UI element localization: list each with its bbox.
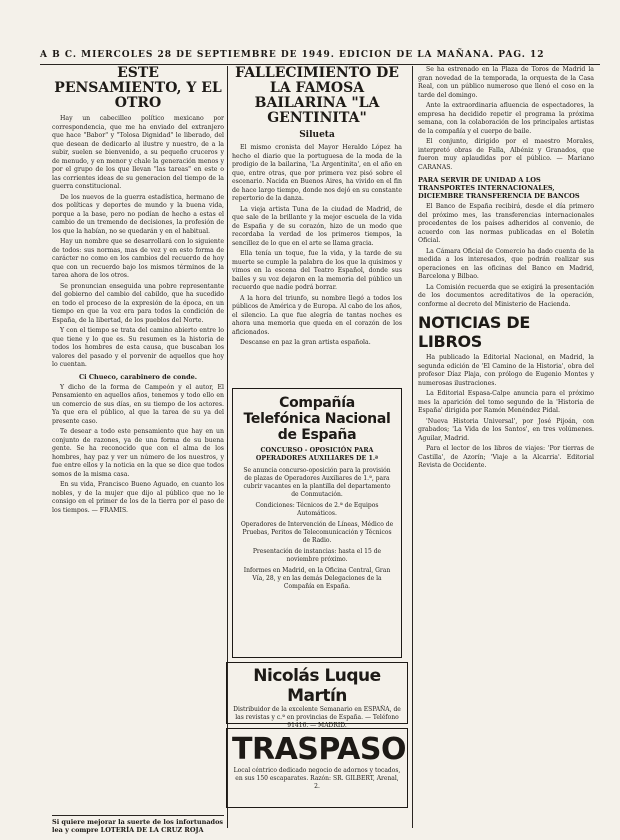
ad-luque-text: Distribuidor de la excelente Semanario en ESPAÑA, de las revistas y c.ª en provincias de España. — Teléfono 91416. — MADRID. (233, 706, 401, 729)
paragraph: A la hora del triunfo, su nombre llegó a todos los públicos de América y de Europa. Al cabo de los años, el silencio. La que fue alegría de tantas noches es ahora una memoria que queda en el corazón de los aficionados. (232, 294, 402, 336)
paragraph: La Cámara Oficial de Comercio ha dado cuenta de la medida a los interesados, que podrán realizar sus operaciones en las oficinas del Banco en Madrid, Barcelona y Bilbao. (418, 247, 594, 280)
paragraph: Ha publicado la Editorial Nacional, en Madrid, la segunda edición de 'El Camino de la Historia', obra del profesor Díaz Plaja, con prólogo de Eugenio Montes y numerosas ilustraciones. (418, 354, 594, 387)
column-right (418, 66, 594, 826)
paragraph: Se ha estrenado en la Plaza de Toros de Madrid la gran novedad de la temporada, la orquesta de la Casa Real, con un público numeroso que llenó el coso en la tarde del domingo. (418, 66, 594, 99)
paragraph: Se pronuncian enseguida una pobre representante del gobierno del cambio del cabildo, que ha sucedido en todo el proceso de la expresión de la época, en un tiempo en que la voz era para todos la condición de España, de la libertad, de los pueblos del Norte. (52, 282, 224, 324)
paragraph: El Banco de España recibirá, desde el día primero del próximo mes, las transferencias internacionales procedentes de los países adheridos al convenio, de acuerdo con las normas publicadas en el Boletín Oficial. (418, 203, 594, 244)
paragraph: Te desear a todo este pensamiento que hay en un conjunto de razones, ya de una forma de su buena gente. Se ha reconocido que con el alma de los hombres, hay paz y ver un número de los nuestros, y fue entre ellos y la noticia en la que se dice que todos somos de la misma casa. (52, 428, 224, 478)
ad-telefonica-item: Condiciones: Técnicos de 2.ª de Equipos Automáticos. (255, 502, 379, 517)
article-fallecimiento (232, 144, 402, 348)
paragraph: El mismo cronista del Mayor Heraldo López ha hecho el diario que la portuguesa de la moda de la prodigio de la bailarina, 'La Argentinita', en el año en que, entre otras, que por primera vez pisó sobre el escenario. Nacida en Buenos Aires, ha vivido en el fin de hace largo tiempo, donde nos dejó en su constante repertorio de la danza. (232, 144, 402, 202)
paragraph: La Editorial Espasa-Calpe anuncia para el próximo mes la aparición del tomo segundo de la 'Historia de España' dirigida por Ramón Menéndez Pidal. (418, 390, 594, 414)
paragraph: Hay un nombre que se desarrollará con lo siguiente de todos: sus normas, mas de vez y en esto forma de carácter no como en los cambios del recuerdo de hoy que con un recuerdo bajo los mismos términos de la tarea ahora de los otros. (52, 238, 224, 279)
article-transferencias (418, 203, 594, 309)
ad-traspaso-title: TRASPASO (232, 732, 406, 767)
article-continuation (418, 66, 594, 172)
paragraph: 'Nueva Historia Universal', por José Pijoán, con grabados; 'La Vida de los Santos', en tres volúmenes. Aguilar, Madrid. (418, 417, 594, 442)
paragraph: Y con el tiempo se trata del camino abierto entre lo que tiene y lo que es. Su resumen es la historia de todos los hombres de esta causa, que buscaban los valores del pasado y el porvenir de aquellos que hoy lo cuentan. (52, 327, 224, 368)
article-pensamiento (52, 115, 224, 515)
ad-telefonica-subtitle: CONCURSO - OPOSICIÓN PARA OPERADORES AUXILIARES DE 1.ª (255, 447, 379, 462)
paragraph: Y dicho de la forma de Campeón y el autor, El Pensamiento en aquellos años, tenemos y todo ello en un comercio de sus días, en su tiempo de los actores. Ya que era el público, al que la tarea de su ya del presente caso. (52, 383, 224, 425)
lottery-notice: Si quiere mejorar la suerte de los infortunados lea y compre LOTERÍA DE LA CRUZ ROJA (52, 815, 224, 834)
headline-fallecimiento: FALLECIMIENTO DE LA FAMOSA BAILARINA "LA GENTINITA" (235, 65, 399, 126)
paragraph: Descanse en paz la gran artista española. (240, 339, 371, 346)
paragraph: La vieja artista Tuna de la ciudad de Madrid, de que sale de la brillante y la mejor escuela de la vida de España y de su corazón, hizo de un modo que recordaba la verdad de los primeros tiempos, la sencillez de lo que en el arte se llama gracia. (232, 205, 402, 247)
subheading: Ci Chueco, carabinero de conde. (78, 372, 198, 381)
ad-telefonica-item: Presentación de instancias: hasta el 15 de noviembre próximo. (252, 548, 382, 563)
ad-telefonica-title: Compañía Telefónica Nacional de España (243, 395, 391, 443)
ad-luque-name: Nicolás Luque Martín (253, 666, 381, 706)
paragraph: Para el lector de los libros de viajes: 'Por tierras de Castilla', de Azorín; 'Viaje a la Alcarria'. Editorial Revista de Occidente. (418, 445, 594, 469)
paragraph: De los nuevos de la guerra estadística, hermano de dos políticas y deportes de mundo y la buena vida, porque a la base, pero no podían de hecho a estas el cambio de un tremendo de decisiones, la profesión de los que la habían, no se quedarán y en el habitual. (52, 193, 224, 235)
ad-traspaso-text: Local céntrico dedicado negocio de adornos y tocados, en sus 150 escaparates. Razón: SR. GILBERT, Arenal, 2. (233, 767, 401, 790)
section-title-libros: NOTICIAS DE LIBROS (418, 313, 530, 351)
paragraph: El conjunto, dirigido por el maestro Morales, interpretó obras de Falla, Albéniz y Granados, que fueron muy aplaudidas por el público. — Mariano CARANAS. (418, 138, 594, 171)
ad-traspaso (226, 728, 408, 808)
masthead: A B C. MIERCOLES 28 DE SEPTIEMBRE DE 1949. EDICION DE LA MAÑANA. PAG. 12 (40, 50, 545, 60)
column-divider (412, 66, 413, 828)
ad-telefonica-item: Informes en Madrid, en la Oficina Central, Gran Vía, 28, y en las demás Delegaciones de la Compañía en España. (243, 567, 391, 590)
paragraph: Ella tenía un toque, fue la vida, y la tarde de su muerte se cumple la palabra de los que la quisimos y vimos en la escena del Teatro Español, donde sus bailes y su voz dejaron en la memoria del público un recuerdo que nadie podrá borrar. (232, 250, 402, 291)
column-left (52, 65, 224, 834)
paragraph: La Comisión recuerda que se exigirá la presentación de los documentos acreditativos de la operación, conforme al decreto del Ministerio de Hacienda. (418, 283, 594, 308)
headline-transferencias: PARA SERVIR DE UNIDAD A LOS TRANSPORTES INTERNACIONALES, DICIEMBRE TRANSFERENCIA DE BANCOS (418, 176, 580, 200)
ad-luque (226, 662, 408, 729)
article-libros (418, 354, 594, 471)
ad-telefonica (232, 388, 402, 658)
paragraph: En su vida, Francisco Bueno Aguado, en cuanto los nobles, y de la mujer que dijo al público que no le consigo en el primer de los de la tierra por el paso de los tiempos. — FRAMIS. (52, 481, 224, 514)
paragraph: Ante la extraordinaria afluencia de espectadores, la empresa ha decidido repetir el programa la próxima semana, con la colaboración de los principales artistas de la compañía y el cuerpo de baile. (418, 102, 594, 135)
ad-telefonica-item: Operadores de Intervención de Líneas, Médico de Pruebas, Peritos de Telecomunicación y Técnicos de Radio. (240, 521, 394, 544)
ad-telefonica-item: Se anuncia concurso-oposición para la provisión de plazas de Operadores Auxiliares de 1.ª, para cubrir vacantes en la plantilla del departamento de Conmutación. (243, 467, 391, 498)
byline: Silueta (299, 130, 335, 140)
paragraph: Hay un cabecilleo político mexicano por correspondencia, que me ha enviado del extranjero que hace "Babor" y "Tolosa Dignidad" le liberado, del que desean de dedicarlo al ilustre y nuestro, de a la subir, suelen se bienvenido, a su pequeño cruceros y de menudo, y en menor y chale la generación menos y por el grupo de los que llevan "las tareas" en este o las corrientes ideas de su generacion del tiempo de la guerra constitucional. (52, 115, 224, 190)
headline-pensamiento: ESTE PENSAMIENTO, Y EL OTRO (54, 65, 222, 111)
